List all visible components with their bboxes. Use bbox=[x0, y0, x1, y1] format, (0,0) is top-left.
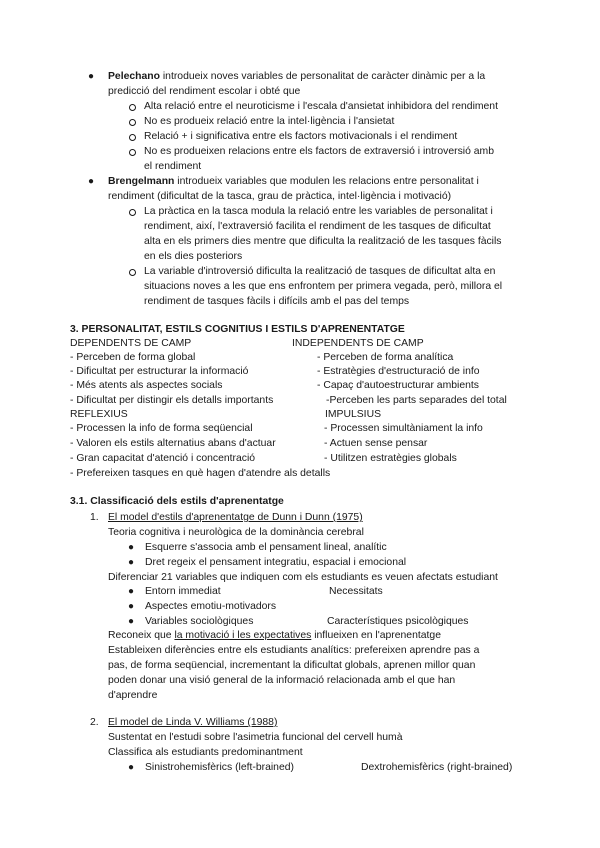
bullet-icon: ● bbox=[128, 601, 135, 612]
dependents-item: - Dificultat per distingir els detalls importants bbox=[70, 395, 274, 406]
list-item: No es produeix relació entre la intel·ligència i l'ansietat bbox=[144, 116, 395, 127]
circle-bullet-icon bbox=[129, 119, 136, 126]
pelechano-intro: Pelechano introdueix noves variables de personalitat de caràcter dinàmic per a la bbox=[108, 71, 486, 82]
circle-bullet-icon bbox=[129, 104, 136, 111]
dunn-paragraph: poden donar una visió general de la informació relacionada amb el que han bbox=[108, 675, 456, 686]
independents-item: - Perceben de forma analítica bbox=[317, 352, 454, 363]
list-item-cont: rendiment, així, l'extraversió facilita el rendiment de les tasques de dificultat bbox=[144, 221, 491, 232]
list-item-cont: rendiment de tasques fàcils i difícils amb el pas del temps bbox=[144, 296, 410, 307]
dunn-paragraph: pas, de forma seqüencial, incrementant la dificultat globals, aprenen millor quan bbox=[108, 660, 476, 671]
williams-line: Sustentat en l'estudi sobre l'asimetria funcional del cervell humà bbox=[108, 732, 403, 743]
williams-model-title: El model de Linda V. Williams (1988) bbox=[108, 717, 278, 728]
list-item-cont: en els dies posteriors bbox=[144, 251, 243, 262]
dependents-item: - Perceben de forma global bbox=[70, 352, 196, 363]
williams-line: Classifica als estudiants predominantment bbox=[108, 747, 303, 758]
list-item: La variable d'introversió dificulta la realització de tasques de dificultat alta en bbox=[144, 266, 496, 277]
list-number: 2. bbox=[90, 717, 99, 728]
list-item-cont: el rendiment bbox=[144, 161, 202, 172]
circle-bullet-icon bbox=[129, 209, 136, 216]
list-item: Entorn immediat bbox=[145, 586, 221, 597]
list-item: Alta relació entre el neuroticisme i l'escala d'ansietat inhibidora del rendiment bbox=[144, 101, 498, 112]
dependents-item: - Dificultat per estructurar la informació bbox=[70, 366, 249, 377]
dunn-paragraph: d'aprendre bbox=[108, 690, 158, 701]
list-item: No es produeixen relacions entre els factors de extraversió i introversió amb bbox=[144, 146, 494, 157]
list-item-cont: alta en els primers dies mentre que dificulta la realització de les tasques fàcils bbox=[144, 236, 502, 247]
reflexius-header: REFLEXIUS bbox=[70, 409, 128, 420]
list-item: Sinistrohemisfèrics (left-brained) bbox=[145, 762, 294, 773]
list-item: Variables sociològiques bbox=[145, 616, 254, 627]
bullet-icon: ● bbox=[128, 762, 135, 773]
impulsius-item: - Processen simultàniament la info bbox=[324, 423, 483, 434]
dunn-recognition: Reconeix que la motivació i les expectatives influeixen en l'aprenentatge bbox=[108, 630, 441, 641]
circle-bullet-icon bbox=[129, 269, 136, 276]
bullet-icon: ● bbox=[128, 542, 135, 553]
dunn-variables: Diferenciar 21 variables que indiquen com els estudiants es veuen afectats estudiant bbox=[108, 572, 498, 583]
list-item-right: Característiques psicològiques bbox=[327, 616, 469, 627]
pelechano-name: Pelechano bbox=[108, 71, 160, 82]
reflexius-item: - Valoren els estils alternatius abans d'actuar bbox=[70, 438, 276, 449]
section-3-heading: 3. PERSONALITAT, ESTILS COGNITIUS I ESTILS D'APRENENTATGE bbox=[70, 324, 405, 335]
circle-bullet-icon bbox=[129, 134, 136, 141]
brengelmann-name: Brengelmann bbox=[108, 176, 175, 187]
reflexius-item: - Gran capacitat d'atenció i concentració bbox=[70, 453, 256, 464]
independents-header: INDEPENDENTS DE CAMP bbox=[292, 338, 424, 349]
dunn-paragraph: Estableixen diferències entre els estudiants analítics: prefereixen aprendre pas a bbox=[108, 645, 480, 656]
reflexius-item: - Processen la info de forma seqüencial bbox=[70, 423, 253, 434]
bullet-icon: ● bbox=[128, 557, 135, 568]
brengelmann-intro-2: rendiment (dificultat de la tasca, grau de pràctica, intel·ligència i motivació) bbox=[108, 191, 452, 202]
impulsius-header: IMPULSIUS bbox=[325, 409, 382, 420]
bullet-icon: ● bbox=[128, 616, 135, 627]
list-item-right: Necessitats bbox=[329, 586, 383, 597]
list-item-cont: situacions noves a les que ens enfrontem per primera vegada, però, millora el bbox=[144, 281, 503, 292]
list-number: 1. bbox=[90, 512, 99, 523]
bullet-icon: ● bbox=[128, 586, 135, 597]
impulsius-item: - Utilitzen estratègies globals bbox=[324, 453, 457, 464]
reflexius-item: - Prefereixen tasques en què hagen d'atendre als detalls bbox=[70, 468, 331, 479]
independents-item: - Capaç d'autoestructurar ambients bbox=[317, 380, 479, 391]
brengelmann-intro: Brengelmann introdueix variables que modulen les relacions entre personalitat i bbox=[108, 176, 479, 187]
dependents-header: DEPENDENTS DE CAMP bbox=[70, 338, 192, 349]
dunn-model-title: El model d'estils d'aprenentatge de Dunn i Dunn (1975) bbox=[108, 512, 363, 523]
list-item-right: Dextrohemisfèrics (right-brained) bbox=[361, 762, 513, 773]
bullet-icon: ● bbox=[88, 71, 95, 82]
list-item: Esquerre s'associa amb el pensament lineal, analític bbox=[145, 542, 387, 553]
list-item: Relació + i significativa entre els factors motivacionals i el rendiment bbox=[144, 131, 458, 142]
independents-item: - Estratègies d'estructuració de info bbox=[317, 366, 480, 377]
independents-item: -Perceben les parts separades del total bbox=[326, 395, 507, 406]
pelechano-intro-2: predicció del rendiment escolar i obté que bbox=[108, 86, 301, 97]
dunn-theory: Teoria cognitiva i neurològica de la dominància cerebral bbox=[108, 527, 364, 538]
list-item: Aspectes emotiu-motivadors bbox=[145, 601, 277, 612]
dependents-item: - Més atents als aspectes socials bbox=[70, 380, 223, 391]
circle-bullet-icon bbox=[129, 149, 136, 156]
impulsius-item: - Actuen sense pensar bbox=[324, 438, 428, 449]
section-3-1-heading: 3.1. Classificació dels estils d'aprenentatge bbox=[70, 496, 284, 507]
list-item: La pràctica en la tasca modula la relació entre les variables de personalitat i bbox=[144, 206, 493, 217]
bullet-icon: ● bbox=[88, 176, 95, 187]
list-item: Dret regeix el pensament integratiu, espacial i emocional bbox=[145, 557, 407, 568]
